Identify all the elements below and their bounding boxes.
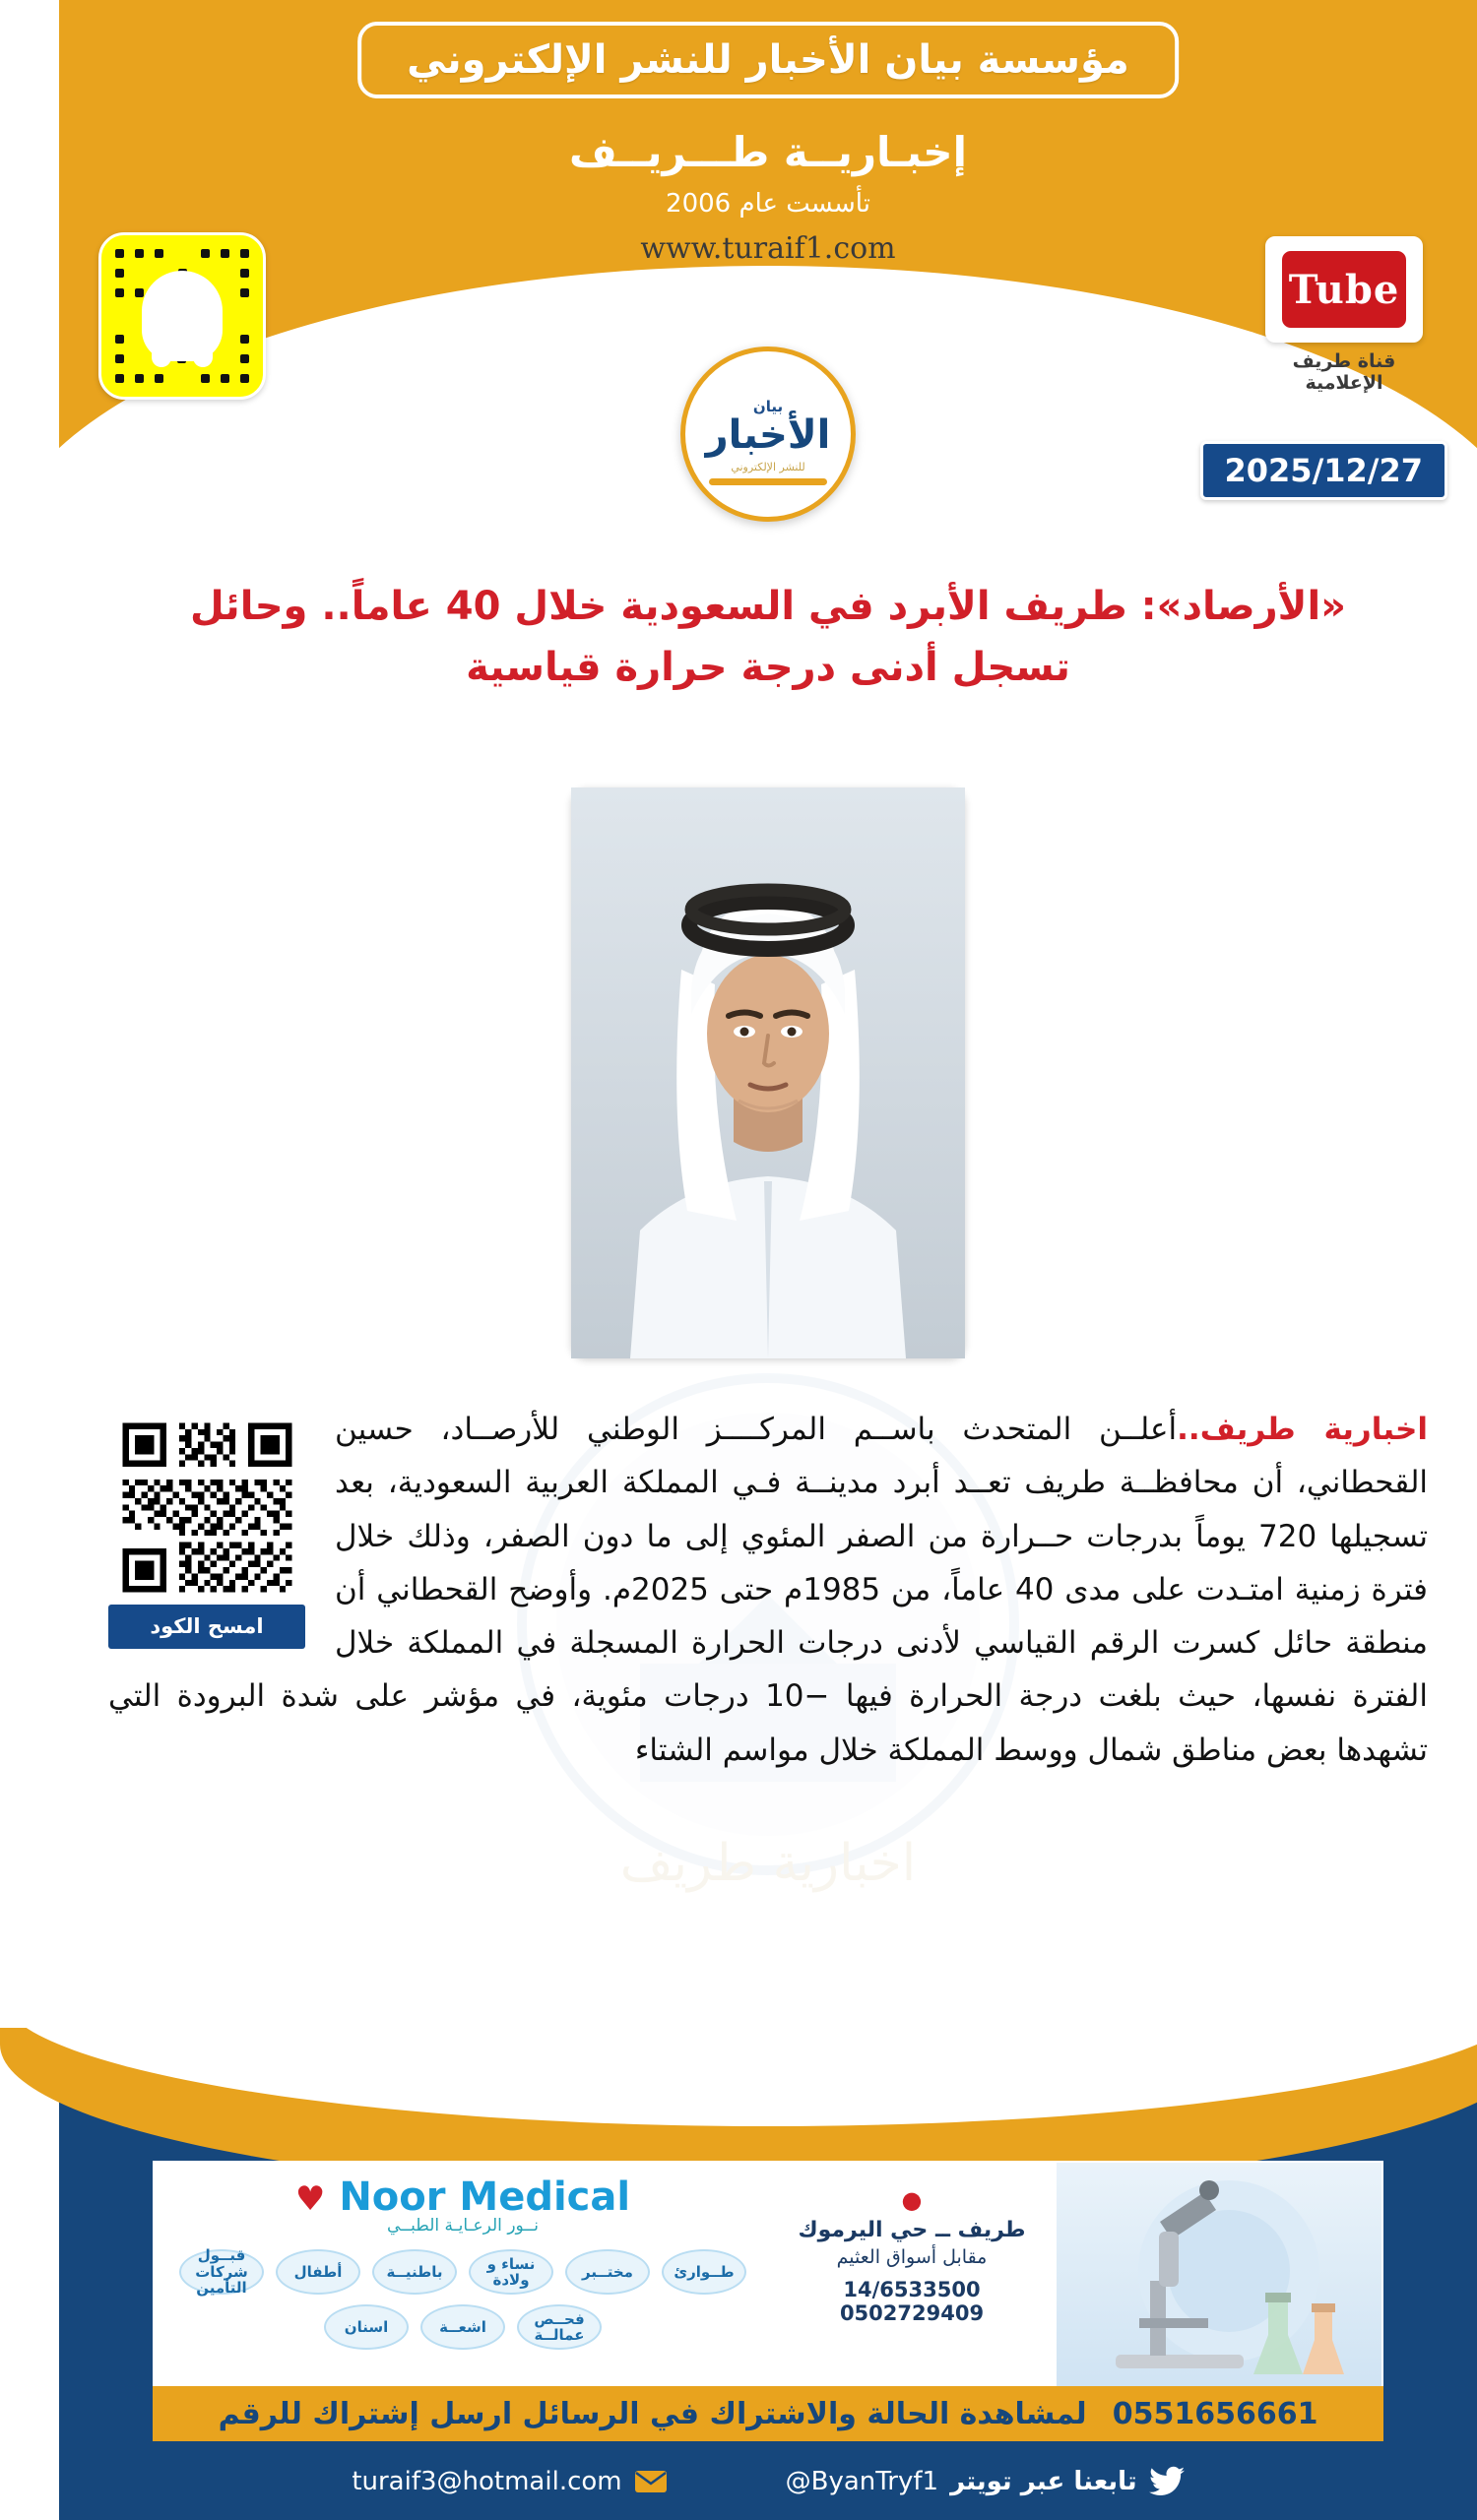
twitter-handle: @ByanTryf1 bbox=[785, 2467, 939, 2496]
mail-icon bbox=[634, 2469, 668, 2494]
service-bubble: قبــول شركات التأمين bbox=[179, 2249, 264, 2295]
youtube-channel-block[interactable] bbox=[1251, 236, 1438, 394]
article-text: أعلــن المتحدث باســم المركــــز الوطني للأرصــاد، حسين القحطاني، أن محافظــة طريف تعــد أبرد مدينــة فـي المملكة العربية السعودية، بعد تسجيلها 720 يوماً بدرجات حــرارة من الصفر المئوي إلى ما دون الصفر، وذلك خلال فترة زمنية امتـدت على مدى 40 عاماً، من 1985م حتى 2025م. وأوضح القحطاني أن منطقة حائل كسرت الرقم القياسي لأدنى درجات الحرارة المسجلة في المملكة خلال الفترة نفسها، حيث بلغت درجة الحرارة فيها −10 درجات مئوية، في مؤشر على شدة البرودة التي تشهدها بعض مناطق شمال ووسط المملكة خلال مواسم الشتاء bbox=[108, 1412, 1429, 1768]
ad-lab-phone1: 14/6533500 bbox=[843, 2278, 981, 2301]
org-title: مؤسسة بيان الأخبار للنشر الإلكتروني bbox=[407, 37, 1129, 83]
ad-lab-phone2: 0502729409 bbox=[839, 2301, 985, 2325]
service-bubble: باطنيــة bbox=[372, 2249, 457, 2295]
article-body bbox=[59, 1403, 1477, 1777]
page-footer bbox=[59, 2097, 1477, 2520]
site-name: إخبـاريــة طـــريــف bbox=[569, 128, 967, 176]
ad-noor-services bbox=[155, 2246, 771, 2350]
footer-contact-bar bbox=[59, 2443, 1477, 2520]
qr-block[interactable] bbox=[108, 1417, 305, 1649]
publish-date-badge: 2025/12/27 bbox=[1200, 441, 1448, 500]
brand-logo-top: بيان bbox=[752, 397, 784, 415]
brand-logo bbox=[680, 346, 856, 522]
microscope-icon bbox=[1057, 2163, 1381, 2399]
subscribe-number: 0551656661 bbox=[1112, 2396, 1318, 2431]
ad-noor-subtitle: نــور الرعـايـة الطبــي bbox=[386, 2216, 539, 2236]
youtube-caption: قناة طريف الإعلامية bbox=[1292, 350, 1396, 394]
snapchat-code[interactable] bbox=[98, 232, 266, 400]
ad-lab-line1: طريف ــ حي اليرموك bbox=[798, 2218, 1026, 2242]
article-lead: اخبارية طريف.. bbox=[1177, 1412, 1429, 1447]
service-bubble: اسنان bbox=[324, 2304, 409, 2350]
twitter-contact[interactable] bbox=[786, 2467, 1185, 2496]
service-bubble: فحــص عمالــة bbox=[517, 2304, 602, 2350]
email-address: turaif3@hotmail.com bbox=[352, 2467, 622, 2496]
service-bubble: نساء و ولادة bbox=[469, 2249, 553, 2295]
article-photo bbox=[571, 788, 965, 1358]
service-bubble: طــوارئ bbox=[662, 2249, 746, 2295]
service-bubble: مختــبر bbox=[565, 2249, 650, 2295]
ad-lab-image bbox=[1057, 2163, 1381, 2395]
ad-lab[interactable] bbox=[771, 2163, 1381, 2395]
qr-code-icon[interactable] bbox=[116, 1417, 298, 1599]
brand-logo-sub: للنشر الإلكتروني bbox=[731, 460, 805, 473]
brand-logo-bar bbox=[709, 478, 827, 485]
twitter-label: تابعنا عبر تويتر bbox=[950, 2467, 1137, 2496]
subscribe-text: لمشاهدة الحالة والاشتراك في الرسائل ارسل إشتراك للرقم bbox=[218, 2396, 1087, 2431]
svg-text:اخبارية طريف: اخبارية طريف bbox=[619, 1834, 917, 1893]
youtube-label: Tube bbox=[1279, 248, 1409, 331]
heart-icon: ♥ bbox=[294, 2179, 326, 2219]
twitter-icon bbox=[1149, 2467, 1185, 2496]
ad-lab-line2: مقابل أسواق العثيم bbox=[836, 2246, 988, 2268]
ad-lab-address-1 bbox=[781, 2186, 1043, 2214]
ad-noor-medical[interactable] bbox=[155, 2163, 771, 2395]
ad-lab-text bbox=[771, 2163, 1057, 2395]
advertisement-strip bbox=[153, 2161, 1383, 2397]
email-contact[interactable] bbox=[352, 2467, 667, 2496]
qr-caption: امسح الكود bbox=[108, 1605, 305, 1649]
founded-year: تأسست عام 2006 bbox=[666, 189, 870, 219]
service-bubble: أطفال bbox=[276, 2249, 360, 2295]
page-title: «الأرصاد»: طريف الأبرد في السعودية خلال 40 عاماً.. وحائل تسجل أدنى درجة حرارة قياسية bbox=[189, 584, 1347, 690]
location-pin-icon: ● bbox=[901, 2186, 923, 2214]
youtube-icon bbox=[1265, 236, 1423, 343]
ad-noor-title bbox=[155, 2174, 771, 2220]
brand-logo-main: الأخبار bbox=[705, 411, 831, 458]
article-photo-illustration bbox=[571, 788, 965, 1358]
website-url[interactable]: www.turaif1.com bbox=[640, 231, 896, 266]
ad-noor-title-text: Noor Medical bbox=[339, 2174, 631, 2220]
service-bubble: اشعــة bbox=[420, 2304, 505, 2350]
org-title-box bbox=[357, 22, 1179, 98]
subscribe-bar bbox=[153, 2386, 1383, 2441]
snapchat-ghost-icon bbox=[142, 271, 223, 361]
